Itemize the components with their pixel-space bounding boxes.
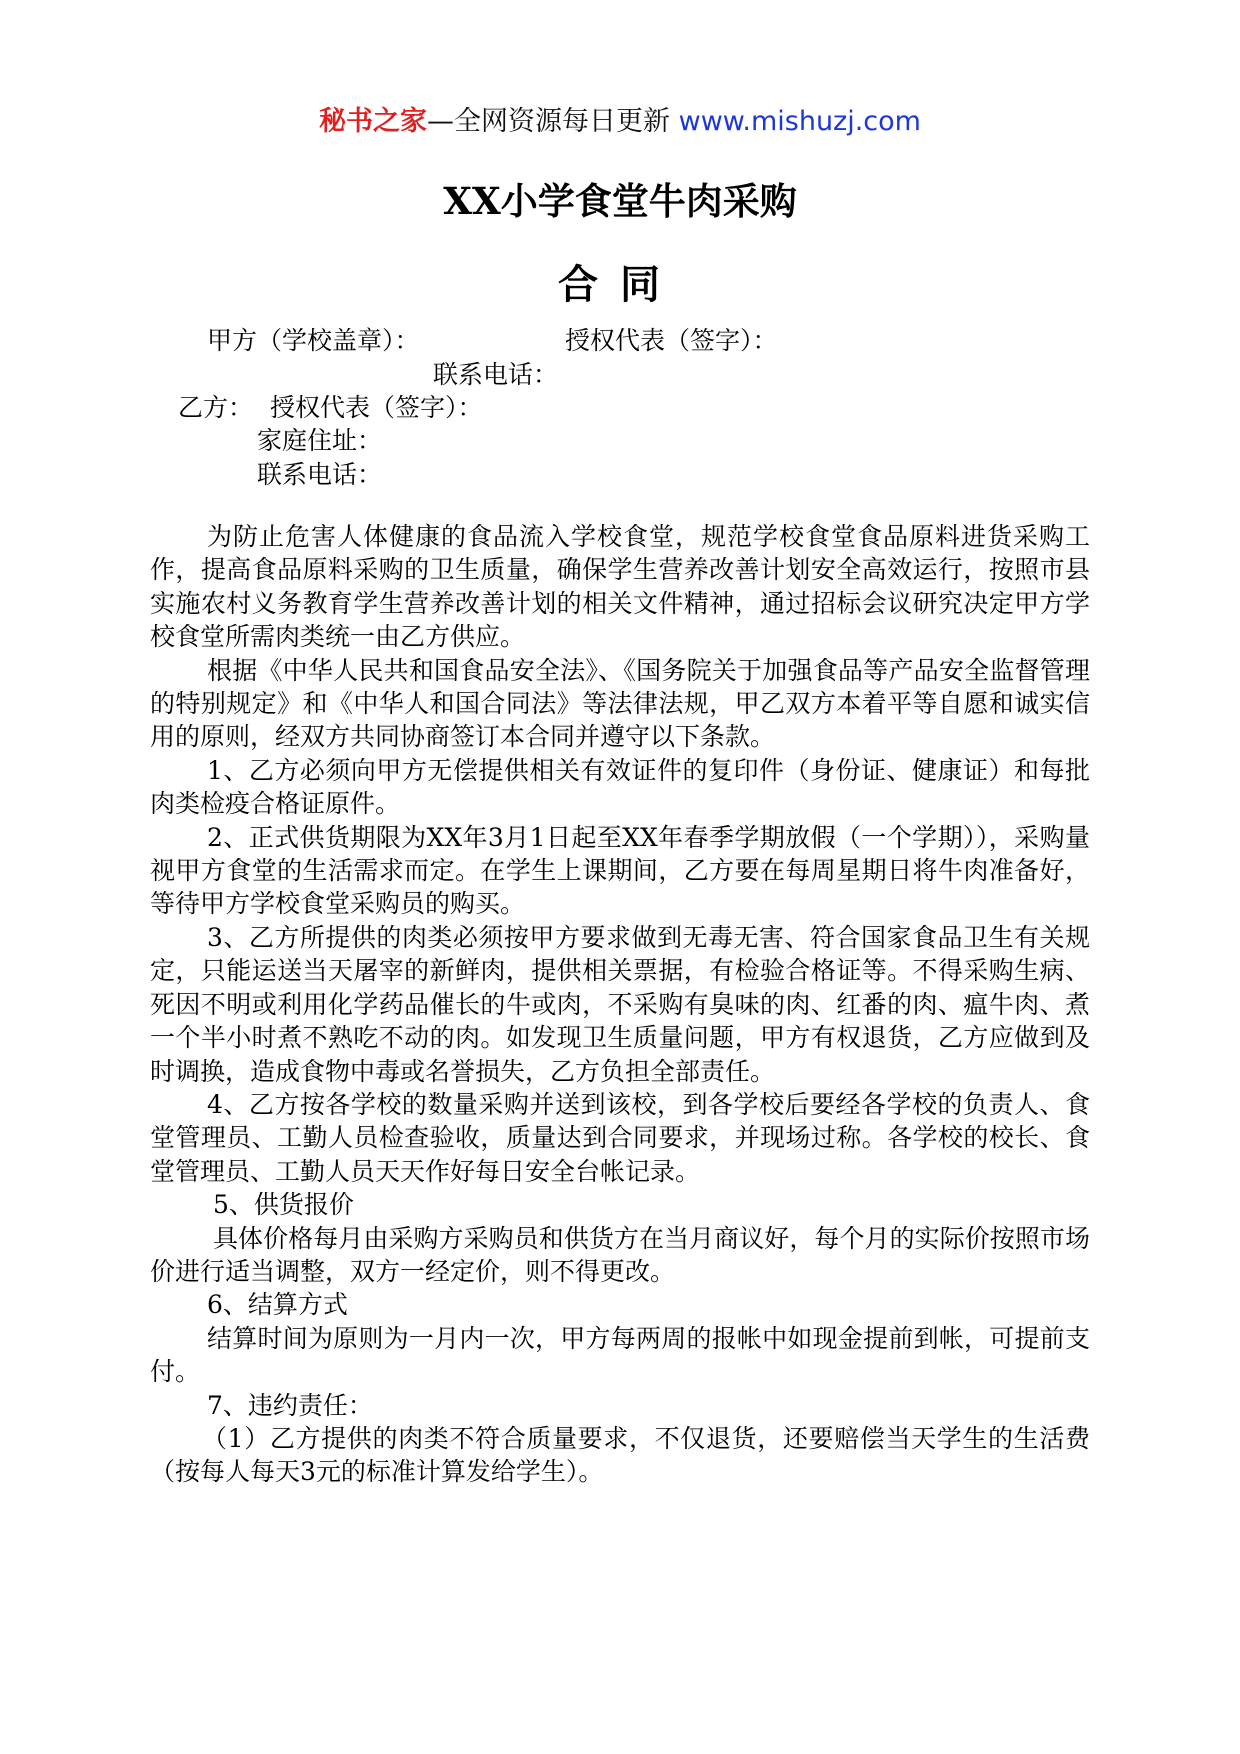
brand-name: 秘书之家 xyxy=(319,106,428,137)
paragraph-legal-basis: 根据《中华人民共和国食品安全法》、《国务院关于加强食品等产品安全监督管理的特别规定》和《中华人和国合同法》等法律法规，甲乙双方本着平等自愿和诚实信用的原则，经双方共同协商签订本合同并遵守以下条款。 xyxy=(150,655,1090,752)
document-title: XX小学食堂牛肉采购 xyxy=(443,179,797,223)
clause-7-item-1: （1）乙方提供的肉类不符合质量要求，不仅退货，还要赔偿当天学生的生活费（按每人每天3元的标准计算发给学生）。 xyxy=(150,1423,1090,1487)
clause-5-heading: 5、供货报价 xyxy=(213,1190,354,1220)
contract-body xyxy=(150,520,1090,1489)
clause-6-heading: 6、结算方式 xyxy=(207,1290,348,1320)
header-tagline: —全网资源每日更新 xyxy=(427,106,671,137)
clause-7-heading: 7、违约责任： xyxy=(207,1390,373,1420)
site-header xyxy=(0,102,1240,142)
party-b-phone-label: 联系电话： xyxy=(257,460,383,489)
party-b-label: 乙方： xyxy=(178,393,254,422)
clause-3: 3、乙方所提供的肉类必须按甲方要求做到无毒无害、符合国家食品卫生有关规定，只能运送当天屠宰的新鲜肉，提供相关票据，有检验合格证等。不得采购生病、死因不明或利用化学药品催长的牛或肉，不采购有臭味的肉、红番的肉、瘟牛肉、煮一个半小时煮不熟吃不动的肉。如发现卫生质量问题，甲方有权退货，乙方应做到及时调换，造成食物中毒或名誉损失，乙方负担全部责任。 xyxy=(150,922,1090,1086)
site-url-link[interactable]: www.mishuzj.com xyxy=(678,106,921,137)
document-subtitle: 合同 xyxy=(558,261,682,308)
clause-2: 2、正式供货期限为XX年3月1日起至XX年春季学期放假（一个学期）），采购量视甲方食堂的生活需求而定。在学生上课期间，乙方要在每周星期日将牛肉准备好，等待甲方学校食堂采购员的购买。 xyxy=(150,822,1090,919)
clause-5-text: 具体价格每月由采购方采购员和供货方在当月商议好，每个月的实际价按照市场价进行适当调整，双方一经定价，则不得更改。 xyxy=(150,1223,1090,1286)
paragraph-intro: 为防止危害人体健康的食品流入学校食堂，规范学校食堂食品原料进货采购工作，提高食品原料采购的卫生质量，确保学生营养改善计划安全高效运行，按照市县实施农村义务教育学生营养改善计划的相关文件精神，通过招标会议研究决定甲方学校食堂所需肉类统一由乙方供应。 xyxy=(150,522,1090,652)
party-a-label: 甲方（学校盖章）： xyxy=(207,326,420,355)
party-b-rep-label: 授权代表（签字）： xyxy=(270,393,483,422)
clause-6-text: 结算时间为原则为一月内一次，甲方每两周的报帐中如现金提前到帐，可提前支付。 xyxy=(150,1323,1090,1387)
party-b-address-label: 家庭住址： xyxy=(257,426,383,455)
clause-1: 1、乙方必须向甲方无偿提供相关有效证件的复印件（身份证、健康证）和每批肉类检疫合格证原件。 xyxy=(150,755,1090,819)
clause-4: 4、乙方按各学校的数量采购并送到该校，到各学校后要经各学校的负责人、食堂管理员、工勤人员检查验收，质量达到合同要求，并现场过称。各学校的校长、食堂管理员、工勤人员天天作好每日安全台帐记录。 xyxy=(150,1089,1090,1186)
party-a-phone-label: 联系电话： xyxy=(433,360,559,389)
party-a-rep-label: 授权代表（签字）： xyxy=(565,326,778,355)
